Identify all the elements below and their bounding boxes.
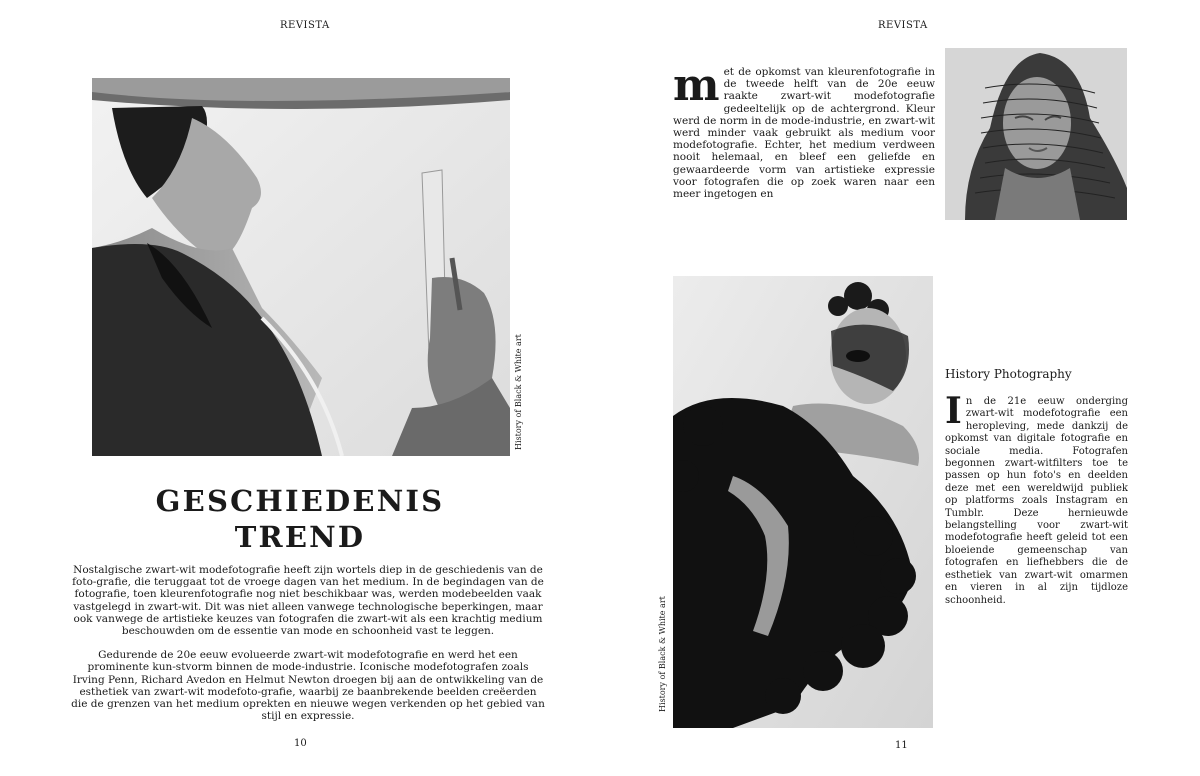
left-body-text [70,564,546,722]
right-section-text [945,390,1128,607]
left-photo-caption: History of Black & White art [514,334,523,450]
right-page-number: 11 [895,740,908,751]
section-heading: History Photography [945,367,1072,381]
section-dropcap: I [945,390,962,432]
photo-illustration [673,276,933,728]
section-text-body: n de 21e eeuw onderging zwart-wit modefotografie een heropleving, mede dankzij de opkomst van digitale fotografie en sociale media. Fotografen begonnen zwart-witfilters toe te passen op hun foto's en deelden deze met een wereldwijd publiek op platforms zoals Instagram en Tumblr. Deze hernieuwde belangstelling voor zwart-wit modefotografie heeft geleid tot een bloeiende gemeenschap van fotografen en liefhebbers die de esthetiek van zwart-wit omarmen en vieren in al zijn tijdloze schoonheid. [945,396,1128,606]
photo-illustration [92,78,510,456]
article-title [120,483,480,555]
right-top-text [673,60,935,201]
fashion-photo-woman-hat-reading [92,78,510,456]
fashion-photo-veiled-face [945,48,1127,220]
left-page-header: REVISTA [280,20,330,31]
left-paragraph-2: Gedurende de 20e eeuw evolueerde zwart-wit modefotografie en werd het een prominente kun-stvorm binnen de mode-industrie. Iconische modefotografen zoals Irving Penn, Richard Avedon en Helmut Newton droegen bij aan de ontwikkeling van de esthetiek van zwart-wit modefoto-grafie, waarbij ze baanbrekende beelden creëerden die de grenzen van het medium oprekten en nieuwe wegen verkenden op het gebied van stijl en expressie. [71,649,545,723]
top-dropcap: m [673,60,720,111]
photo-illustration [945,48,1127,220]
fashion-photo-masked-woman [673,276,933,728]
left-paragraph-1: Nostalgische zwart-wit modefotografie heeft zijn wortels diep in de geschiedenis van de foto-grafie, die teruggaat tot de vroege dagen van het medium. In de begindagen van de fotografie, toen kleurenfotografie nog niet beschikbaar was, werden modebeelden vaak vastgelegd in zwart-wit. Dit was niet alleen vanwege technologische beperkingen, maar ook vanwege de artistieke keuzes van fotografen die zwart-wit als een krachtig medium beschouwden om de essentie van mode en schoonheid vast te leggen. [72,564,544,638]
title-line-1: GESCHIEDENIS [155,484,445,518]
title-line-2: TREND [234,520,366,554]
top-text-body: et de opkomst van kleurenfotografie in de tweede helft van de 20e eeuw raakte zwart-wit modefotografie gedeeltelijk op de achtergrond. Kleur werd de norm in de mode-industrie, en zwart-wit werd minder vaak gebruikt als medium voor modefotografie. Echter, het medium verdween nooit helemaal, en bleef een geliefde en gewaardeerde vorm van artistieke expressie voor fotografen die op zoek waren naar een meer ingetogen en [673,66,935,201]
right-photo-caption: History of Black & White art [658,596,667,712]
right-page-header: REVISTA [878,20,928,31]
left-page-number: 10 [294,738,307,749]
